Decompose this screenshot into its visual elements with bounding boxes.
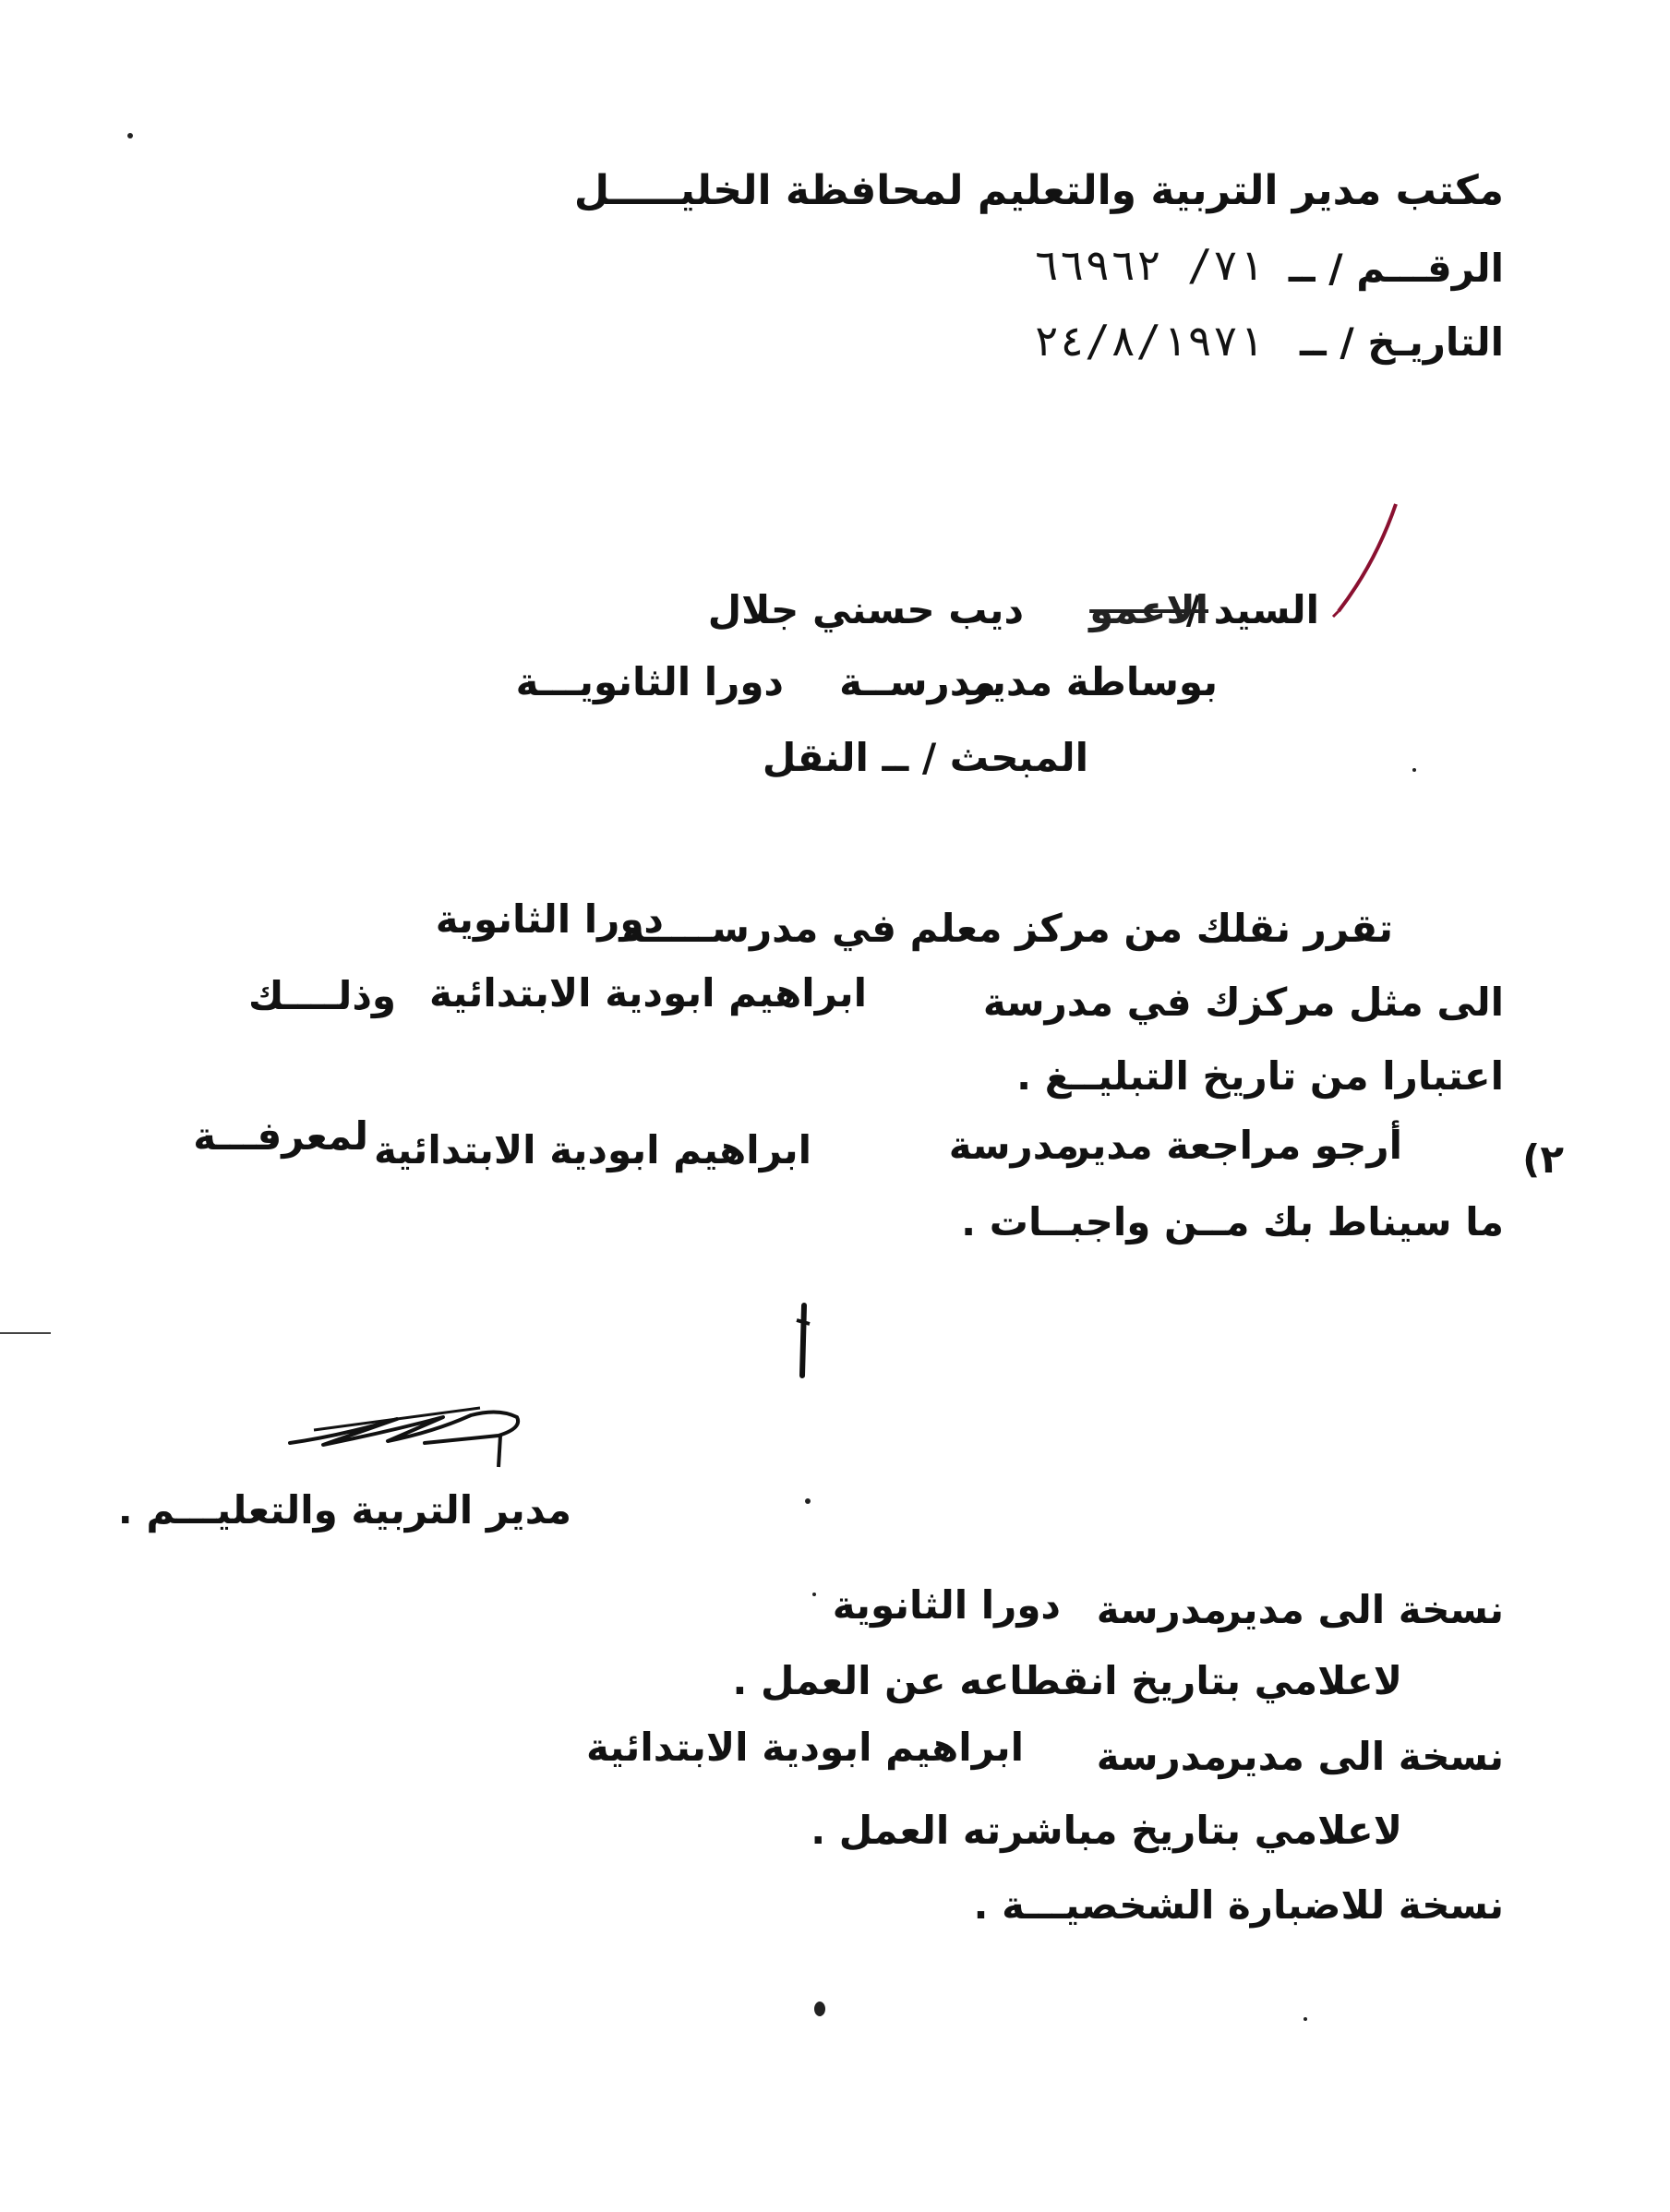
paragraph4-school: ابراهيم ابودية الابتدائية xyxy=(373,1127,811,1172)
scan-speck xyxy=(1304,2017,1307,2021)
paragraph2-school: ابراهيم ابودية الابتدائية xyxy=(428,970,867,1016)
scan-speck xyxy=(812,1593,816,1596)
via-prefix: بوساطة مدير xyxy=(967,659,1218,704)
copy2-school: ابراهيم ابودية الابتدائية xyxy=(585,1725,1024,1770)
date-label: التاريـخ / ــ xyxy=(1300,319,1504,365)
recipient-struck-text: الاعمو xyxy=(1089,587,1208,632)
copy1-school: دورا الثانوية xyxy=(832,1582,1061,1628)
paragraph1-prefix: تقرر نقلك من مركز معلم في مدرســـــة xyxy=(621,906,1393,951)
copy2-note: لاعلامي بتاريخ مباشرته العمل . xyxy=(811,1808,1402,1853)
paragraph2-prefix: الى مثل مركزك في مدرسة xyxy=(982,980,1504,1025)
paragraph4-school-word: مدرسة xyxy=(948,1123,1079,1168)
reference-number-label: الرقـــم / ــ xyxy=(1288,246,1504,291)
paragraph4-suffix: لمعرفـــة xyxy=(193,1113,368,1159)
scan-speck xyxy=(805,1498,811,1504)
paragraph3: اعتبارا من تاريخ التبليــغ . xyxy=(1016,1053,1504,1099)
paragraph2-suffix: وذلــــك xyxy=(248,973,396,1018)
date-value: ٢٤/٨/١٩٧١ xyxy=(1033,316,1264,366)
scan-speck xyxy=(127,133,133,138)
reference-number-value: ٧١/ ٦٦٩٦٢ xyxy=(1033,240,1264,290)
copy1-prefix: نسخة الى مدير xyxy=(1219,1587,1504,1632)
office-title: مكتب مدير التربية والتعليم لمحافظة الخليـــــل xyxy=(573,167,1504,214)
scan-speck xyxy=(1412,768,1416,772)
scan-edge-mark xyxy=(0,1332,51,1334)
paragraph5: ما سيناط بك مــن واجبــات . xyxy=(961,1199,1504,1244)
item-number-2: ٢) xyxy=(1522,1136,1564,1182)
recipient-name: ديب حسني جلال xyxy=(707,587,1024,632)
handwritten-signature xyxy=(286,1399,526,1473)
recipient-label: السيد / xyxy=(1185,587,1319,632)
paragraph4-prefix: أرجو مراجعة مدير xyxy=(1067,1123,1402,1168)
copy2-school-word: مدرسة xyxy=(1096,1734,1227,1779)
copy1-school-word: مدرسة xyxy=(1096,1587,1227,1632)
copy1-note: لاعلامي بتاريخ انقطاعه عن العمل . xyxy=(732,1658,1402,1703)
copy3-personal-file: نسخة للاضبارة الشخصيـــة . xyxy=(973,1882,1504,1928)
via-school-name: دورا الثانويـــة xyxy=(515,659,784,704)
paragraph1-school: دورا الثانوية xyxy=(435,896,664,942)
copy2-prefix: نسخة الى مدير xyxy=(1219,1734,1504,1779)
handwritten-mark xyxy=(789,1302,817,1385)
red-check-mark xyxy=(1329,499,1403,619)
scan-speck xyxy=(814,2002,825,2016)
via-school-word: مدرســة xyxy=(839,659,996,704)
subject-line: المبحث / ــ النقل xyxy=(762,735,1088,780)
signature-title: مدير التربية والتعليـــم . xyxy=(117,1487,571,1533)
